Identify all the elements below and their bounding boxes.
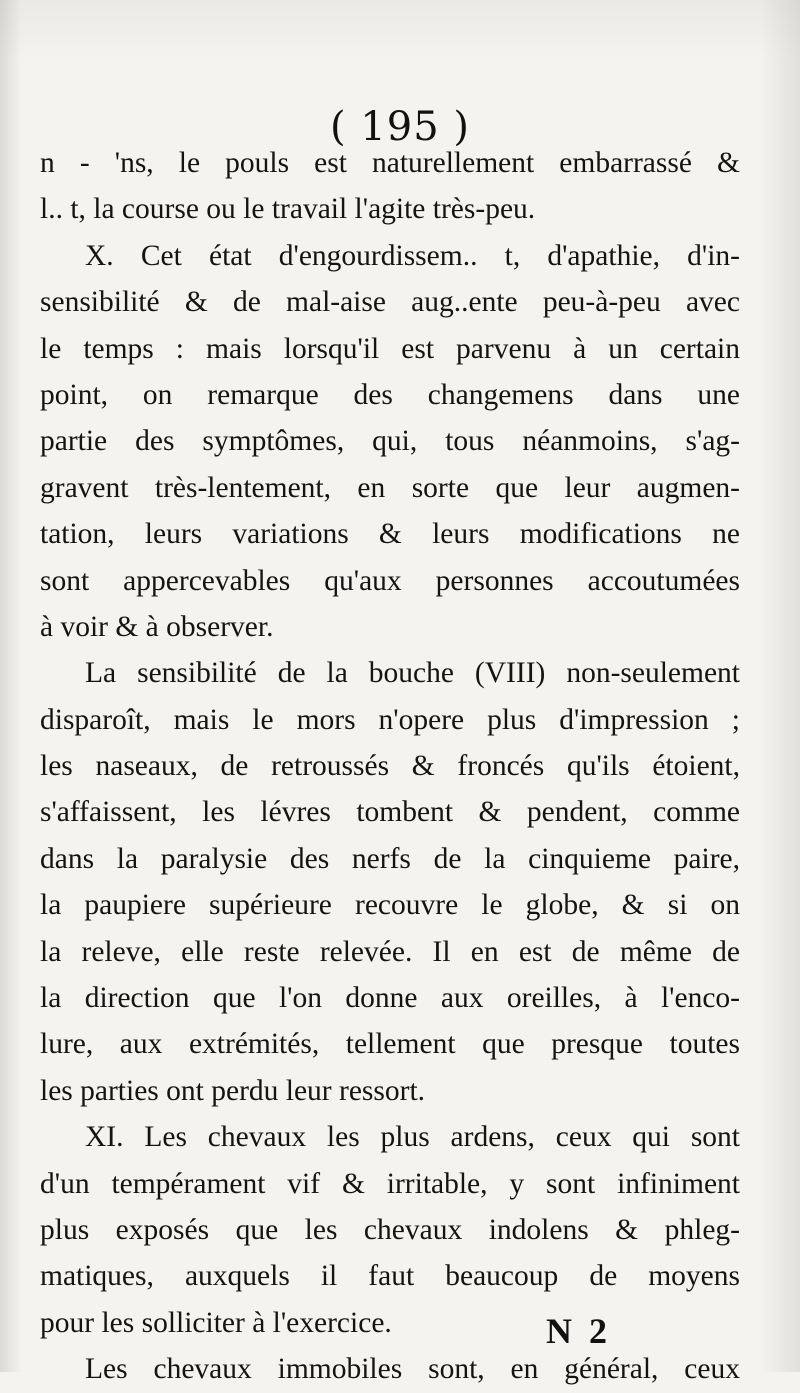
page-number: ( 195 ) xyxy=(330,104,470,150)
text-line: partie des symptômes, qui, tous néanmoins, s'ag- xyxy=(40,425,740,458)
text-line: Les chevaux immobiles sont, en général, ceux xyxy=(85,1353,740,1386)
text-line: XI. Les chevaux les plus ardens, ceux qui sont xyxy=(85,1121,740,1154)
text-line: l.. t, la course ou le travail l'agite très-peu. xyxy=(40,193,536,226)
text-line: sont appercevables qu'aux personnes accoutumées xyxy=(40,564,740,597)
text-line: les naseaux, de retroussés & froncés qu'ils étoient, xyxy=(40,750,740,783)
text-line: gravent très-lentement, en sorte que leur augmen- xyxy=(40,471,740,504)
text-line: La sensibilité de la bouche (VIII) non-seulement xyxy=(85,657,740,690)
body-text xyxy=(40,140,740,1393)
text-line: tation, leurs variations & leurs modifications ne xyxy=(40,518,740,551)
text-line: plus exposés que les chevaux indolens & phleg- xyxy=(40,1213,740,1246)
text-line: la direction que l'on donne aux oreilles, à l'enco- xyxy=(40,982,740,1015)
signature-mark: N 2 xyxy=(546,1311,611,1351)
text-line: le temps : mais lorsqu'il est parvenu à un certain xyxy=(40,332,740,365)
text-line: dans la paralysie des nerfs de la cinquieme paire, xyxy=(40,842,740,875)
text-line: à voir & à observer. xyxy=(40,610,274,643)
text-line: pour les solliciter à l'exercice. xyxy=(40,1306,392,1339)
text-line: sensibilité & de mal-aise aug..ente peu-à-peu avec xyxy=(40,286,740,319)
text-line: la releve, elle reste relevée. Il en est de même de xyxy=(40,935,740,968)
text-line: n - 'ns, le pouls est naturellement embarrassé & xyxy=(40,147,740,179)
text-line: la paupiere supérieure recouvre le globe, & si on xyxy=(40,889,740,922)
text-line: d'un tempérament vif & irritable, y sont infiniment xyxy=(40,1167,740,1200)
text-line: X. Cet état d'engourdissem.. t, d'apathie, d'in- xyxy=(85,239,740,272)
text-line: les parties ont perdu leur ressort. xyxy=(40,1074,426,1107)
text-line: matiques, auxquels il faut beaucoup de moyens xyxy=(40,1260,740,1293)
text-line: disparoît, mais le mors n'opere plus d'impression ; xyxy=(40,703,740,736)
text-line: s'affaissent, les lévres tombent & pendent, comme xyxy=(40,796,740,829)
text-line: point, on remarque des changemens dans une xyxy=(40,378,740,411)
text-line: lure, aux extrémités, tellement que presque toutes xyxy=(40,1028,740,1061)
